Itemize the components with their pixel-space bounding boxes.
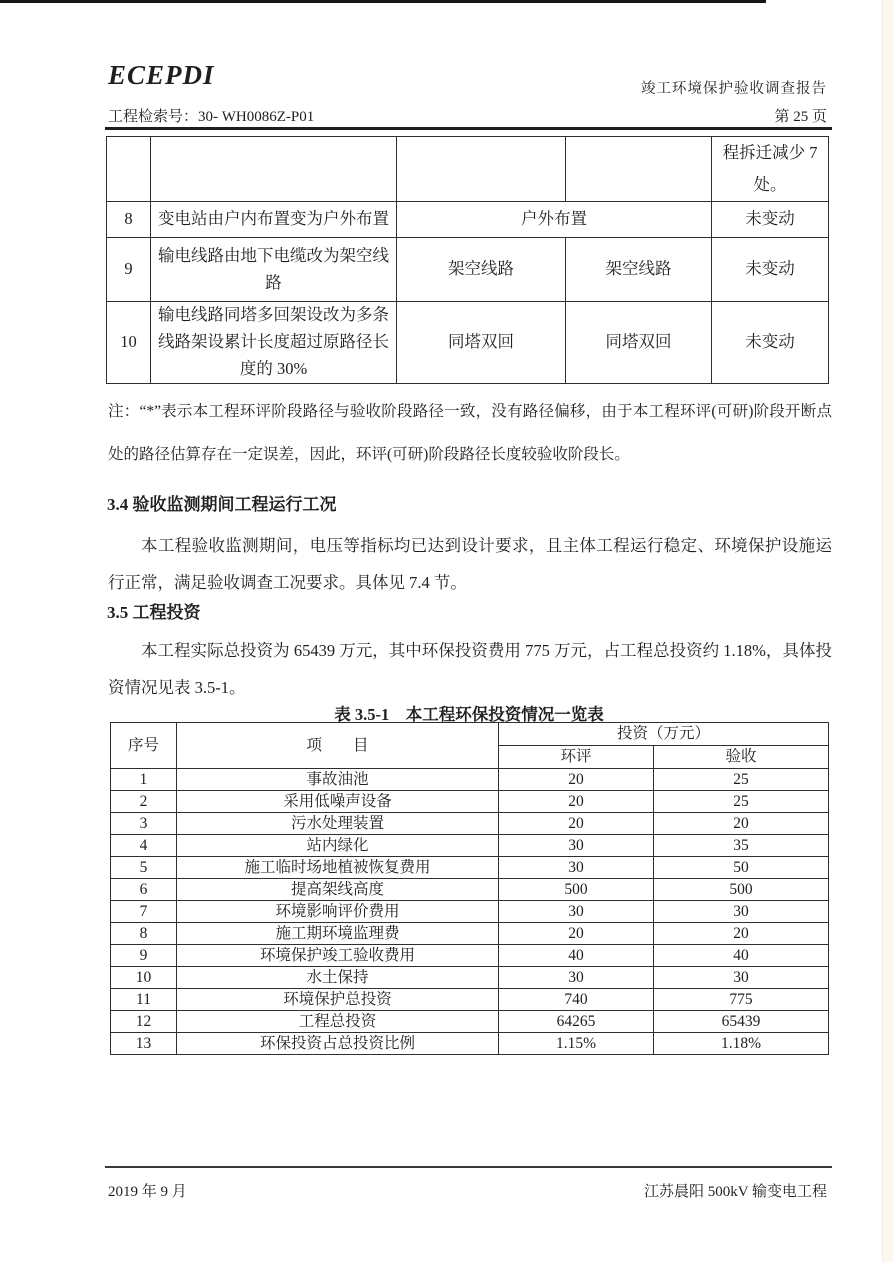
table-row [111,835,829,857]
row-number: 12 [111,1011,177,1033]
row-number: 1 [111,769,177,791]
eia-value: 20 [499,791,654,813]
acceptance-value: 35 [654,835,829,857]
table-row [111,857,829,879]
row-number: 4 [111,835,177,857]
table-row [111,1011,829,1033]
acceptance-value: 20 [654,923,829,945]
acceptance-value: 1.18% [654,1033,829,1055]
item-cell: 环境保护总投资 [177,989,499,1011]
investment-table-caption: 表 3.5-1 本工程环保投资情况一览表 [334,705,604,724]
table-footnote: 注：“*”表示本工程环评阶段路径与验收阶段路径一致，没有路径偏移，由于本工程环评(可研)阶段开断点处的路径估算存在一定误差，因此，环评(可研)阶段路径长度较验收阶段长。 [108,403,832,463]
column-header-acceptance: 验收 [654,746,829,769]
header-rule [105,127,832,130]
footer-rule [105,1166,832,1168]
row-number: 5 [111,857,177,879]
acceptance-value: 65439 [654,1011,829,1033]
item-cell: 事故油池 [177,769,499,791]
row-number: 2 [111,791,177,813]
table-row [111,1033,829,1055]
table-row [107,302,829,383]
eia-value: 64265 [499,1011,654,1033]
table-header-row [111,723,829,746]
section-body-3-4: 本工程验收监测期间，电压等指标均已达到设计要求，且主体工程运行稳定、环境保护设施运行正常，满足验收调查工况要求。具体见 7.4 节。 [108,536,832,592]
item-cell: 工程总投资 [177,1011,499,1033]
acceptance-value: 20 [654,813,829,835]
eia-value: 1.15% [499,1033,654,1055]
column-header-no: 序号 [111,723,177,769]
doc-index-number: 工程检索号：30- WH0086Z-P01 [108,109,315,125]
footer-project-name: 江苏晨阳 500kV 输变电工程 [643,1184,827,1200]
section-heading-3-5: 3.5 工程投资 [107,603,201,622]
eia-value: 30 [499,967,654,989]
table-cell: 程拆迁减少 7 处。 [712,137,829,202]
item-cell: 施工临时场地植被恢复费用 [177,857,499,879]
row-number: 10 [111,967,177,989]
table-cell: 同塔双回 [397,302,566,383]
eia-value: 30 [499,835,654,857]
row-number: 8 [111,923,177,945]
table-cell: 架空线路 [566,238,712,302]
item-cell: 污水处理装置 [177,813,499,835]
investment-table [110,722,829,1055]
item-cell: 站内绿化 [177,835,499,857]
row-number: 3 [111,813,177,835]
scan-edge-artifact-top [0,0,766,3]
table-row [111,945,829,967]
acceptance-value: 30 [654,967,829,989]
table-row [107,238,829,302]
row-number: 11 [111,989,177,1011]
table-row [111,879,829,901]
acceptance-value: 40 [654,945,829,967]
eia-value: 30 [499,857,654,879]
table-row [107,137,829,202]
eia-value: 740 [499,989,654,1011]
item-cell: 环境影响评价费用 [177,901,499,923]
page-number: 第 25 页 [774,109,827,125]
acceptance-value: 775 [654,989,829,1011]
eia-value: 20 [499,923,654,945]
acceptance-value: 50 [654,857,829,879]
status-cell: 未变动 [712,202,829,238]
item-cell: 水土保持 [177,967,499,989]
item-cell: 提高架线高度 [177,879,499,901]
scan-edge-artifact-right [882,0,893,1262]
table-cell [566,137,712,202]
section-heading-3-4: 3.4 验收监测期间工程运行工况 [107,495,337,514]
item-cell: 环境保护竣工验收费用 [177,945,499,967]
change-item: 输电线路由地下电缆改为架空线路 [151,238,397,302]
row-number: 9 [107,238,151,302]
row-number: 7 [111,901,177,923]
table-cell: 架空线路 [397,238,566,302]
table-row [111,769,829,791]
acceptance-value: 30 [654,901,829,923]
eia-value: 500 [499,879,654,901]
acceptance-value: 25 [654,791,829,813]
table-cell: 同塔双回 [566,302,712,383]
column-header-eia: 环评 [499,746,654,769]
eia-value: 20 [499,813,654,835]
table-row [111,791,829,813]
table-row [111,813,829,835]
row-number: 8 [107,202,151,238]
table-row [107,202,829,238]
table-row [111,901,829,923]
project-change-table [106,136,829,384]
table-row [111,923,829,945]
row-number: 9 [111,945,177,967]
eia-value: 40 [499,945,654,967]
company-logo: ECEPDI [108,60,215,90]
acceptance-value: 25 [654,769,829,791]
column-header-item: 项 目 [177,723,499,769]
table-cell: 户外布置 [397,202,712,238]
acceptance-value: 500 [654,879,829,901]
change-item: 变电站由户内布置变为户外布置 [151,202,397,238]
table-cell [107,137,151,202]
row-number: 10 [107,302,151,383]
status-cell: 未变动 [712,302,829,383]
status-cell: 未变动 [712,238,829,302]
change-item: 输电线路同塔多回架设改为多条线路架设累计长度超过原路径长度的 30% [151,302,397,383]
table-cell [397,137,566,202]
eia-value: 20 [499,769,654,791]
section-body-3-5: 本工程实际总投资为 65439 万元，其中环保投资费用 775 万元，占工程总投资约 1.18%，具体投资情况见表 3.5-1。 [108,641,832,697]
item-cell: 环保投资占总投资比例 [177,1033,499,1055]
report-title: 竣工环境保护验收调查报告 [641,81,827,97]
row-number: 6 [111,879,177,901]
item-cell: 施工期环境监理费 [177,923,499,945]
column-header-investment-group: 投资（万元） [499,723,829,746]
row-number: 13 [111,1033,177,1055]
footer-date: 2019 年 9 月 [108,1184,187,1200]
table-row [111,989,829,1011]
table-row [111,967,829,989]
item-cell: 采用低噪声设备 [177,791,499,813]
eia-value: 30 [499,901,654,923]
table-cell [151,137,397,202]
